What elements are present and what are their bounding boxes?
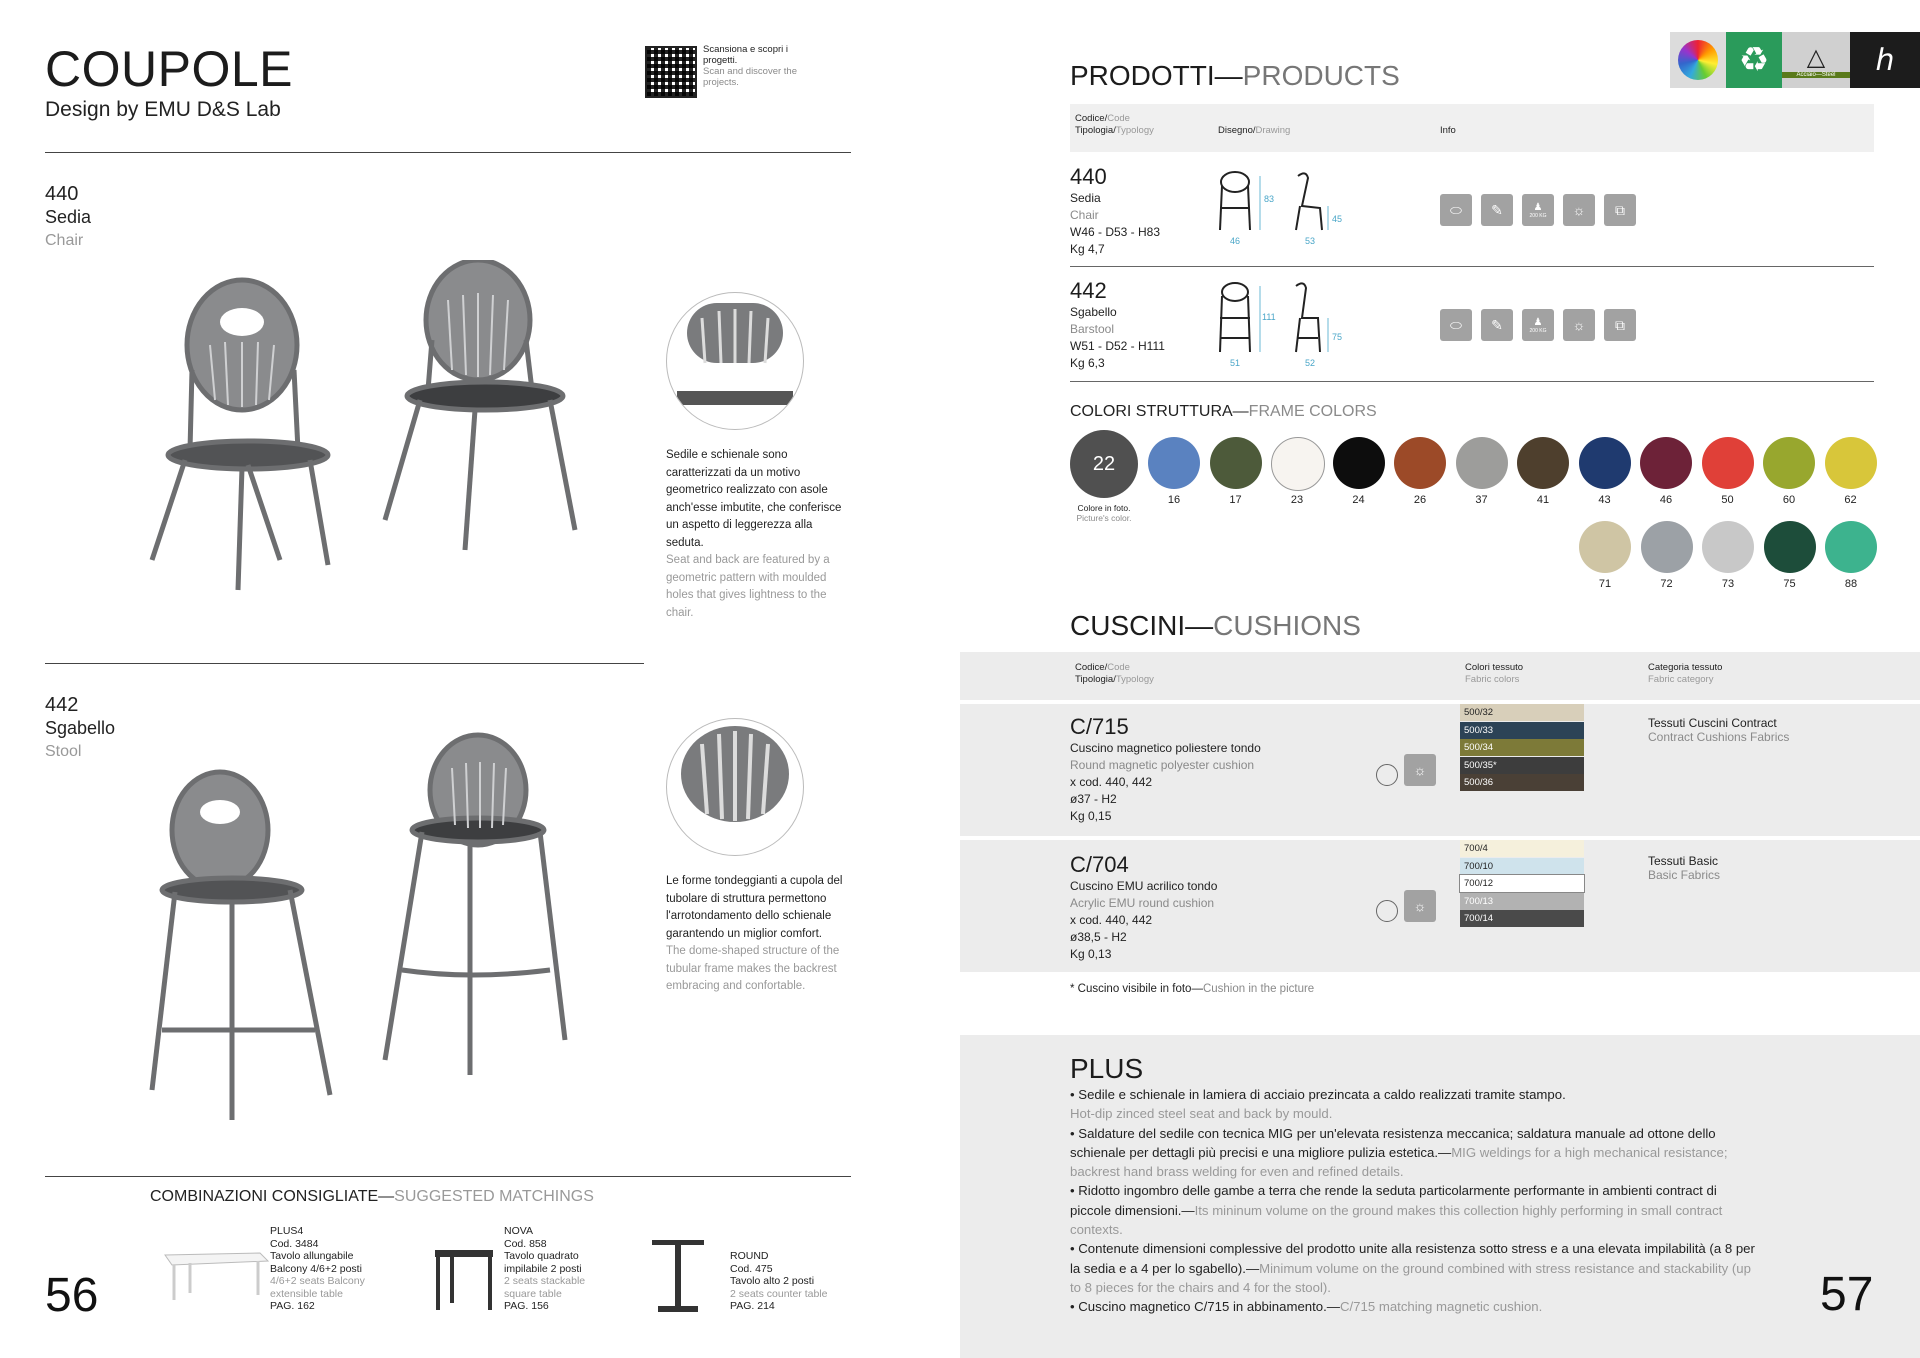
table-nova-photo [430, 1245, 500, 1315]
color-code-label: 88 [1844, 578, 1858, 590]
suggested-code: Cod. 858 [504, 1237, 547, 1250]
weather-icon: ☼ [1563, 309, 1595, 341]
cushion-row-c704 [960, 840, 1920, 972]
color-code-label: 16 [1167, 494, 1181, 506]
recycle-icon: ♻ [1726, 32, 1782, 88]
plus-item-en: MIG weldings for a high mechanical resistance; backrest hand brass welding for even and refined details. [1070, 1144, 1728, 1180]
color-code-label: 50 [1721, 494, 1734, 506]
brand-subtitle: Design by EMU D&S Lab [45, 98, 281, 121]
ch-cat-en: Fabric category [1648, 674, 1714, 685]
qr-caption [703, 44, 798, 88]
header-type-it: Tipologia/ [1075, 125, 1116, 136]
suggested-code: Cod. 3484 [270, 1237, 319, 1250]
row-type-en: Chair [1070, 208, 1099, 222]
anti-rust-icon: ✎ [1481, 194, 1513, 226]
product-row-442 [1070, 278, 1165, 372]
steel-label: Acciaio—Steel [1782, 72, 1850, 78]
ch-fab-en: Fabric colors [1465, 674, 1520, 685]
plus-item [1070, 1297, 1760, 1316]
suggested-title-it: COMBINAZIONI CONSIGLIATE [150, 1188, 379, 1205]
dim-label: 75 [1332, 332, 1343, 342]
anti-rust-icon: ✎ [1481, 309, 1513, 341]
row-code: 440 [1070, 164, 1107, 189]
suggested-desc-en: 2 seats stackable [504, 1275, 586, 1287]
row-weight: Kg 4,7 [1070, 242, 1105, 256]
cushion-info [1070, 714, 1261, 825]
detail-442-photo [666, 718, 804, 856]
row-weight: Kg 6,3 [1070, 356, 1105, 370]
color-swatch-71[interactable] [1579, 521, 1631, 573]
weather-icon: ☼ [1404, 890, 1436, 922]
page-number-left: 56 [45, 1269, 99, 1322]
cushions-title-it: CUSCINI [1070, 610, 1186, 641]
cushion-note: * Cuscino visibile in foto—Cushion in the picture [1070, 983, 1315, 995]
load-label: 200 KG [1529, 327, 1547, 334]
plus-item [1070, 1085, 1760, 1124]
cushion-dims: ø37 - H2 [1070, 792, 1117, 806]
fabric-chips [1460, 840, 1584, 928]
product-440-label [45, 183, 91, 252]
cushions-title-en: CUSHIONS [1213, 610, 1361, 641]
color-code-label: 60 [1782, 494, 1796, 506]
color-code-label: 72 [1660, 578, 1673, 590]
color-swatch-88[interactable] [1825, 521, 1877, 573]
plus-item-it: • Saldature del sedile con tecnica MIG per un'elevata resistenza meccanica; saldatura manuale ad ottone dello schienale per dettagli più precisi e una migliore pulizia estetica. [1070, 1125, 1716, 1160]
color-swatch-26[interactable] [1394, 437, 1446, 489]
cushion-name-en: Round magnetic polyester cushion [1070, 758, 1255, 772]
cushion-note-en: Cushion in the picture [1202, 983, 1315, 995]
suggested-round[interactable] [730, 1250, 827, 1313]
photo-color-caption [1068, 503, 1140, 523]
cushion-name-it: Cuscino EMU acrilico tondo [1070, 879, 1218, 893]
divider-top [45, 152, 851, 153]
suggested-desc-en: square table [504, 1287, 562, 1300]
cushions-title: CUSCINI—CUSHIONS [1070, 610, 1361, 641]
header-info: Info [1440, 125, 1456, 136]
color-code-label: 41 [1536, 494, 1550, 506]
brand-title: COUPOLE [45, 41, 294, 97]
suggested-page: PAG. 162 [270, 1300, 315, 1312]
color-swatch-41[interactable] [1517, 437, 1569, 489]
round-cushion-icon [1376, 900, 1398, 922]
color-wheel-icon [1670, 32, 1726, 88]
color-code-label: 24 [1352, 494, 1365, 506]
divider-bottom [45, 1176, 851, 1177]
suggested-page: PAG. 156 [504, 1300, 549, 1312]
color-swatch-16[interactable] [1148, 437, 1200, 489]
product-code: 440 [45, 183, 79, 205]
plus-section [960, 1035, 1920, 1358]
color-code-label: 46 [1659, 494, 1673, 506]
detail-440-photo [666, 292, 804, 430]
stack-icon: ⧉ [1604, 194, 1636, 226]
products-table-header [1070, 104, 1874, 152]
color-code-label: 75 [1783, 578, 1796, 590]
color-swatch-75[interactable] [1764, 521, 1816, 573]
ch-type-en: Typology [1115, 674, 1154, 685]
cat-en: Contract Cushions Fabrics [1648, 730, 1790, 744]
drawing-442 [1210, 280, 1360, 368]
photo-color-label-it: Colore in foto. [1077, 503, 1131, 513]
cushion-category [1648, 854, 1720, 882]
weather-icon: ☼ [1404, 754, 1436, 786]
frame-colors-title-it: COLORI STRUTTURA [1070, 403, 1233, 420]
color-code-label: 62 [1844, 494, 1857, 506]
weather-icon: ☼ [1563, 194, 1595, 226]
row-divider [1070, 266, 1874, 267]
plus-item [1070, 1181, 1760, 1239]
header-drawing-en: Drawing [1255, 125, 1291, 136]
plus-item-it: • Ridotto ingombro delle gambe a terra che rende la seduta particolarmente performante in ambienti contract di piccole dimensioni. [1070, 1183, 1717, 1218]
suggested-code: Cod. 475 [730, 1262, 773, 1275]
round-cushion-icon [1376, 764, 1398, 786]
description-en: Seat and back are featured by a geometric pattern with moulded holes that gives lightness to the chair. [666, 554, 830, 619]
qr-code-icon[interactable] [645, 46, 697, 98]
cat-en: Basic Fabrics [1648, 868, 1721, 882]
product-440-description [666, 447, 852, 622]
header-code-it: Codice/ [1075, 113, 1108, 124]
outdoor-icon: ⬭ [1440, 194, 1472, 226]
color-swatch-72[interactable] [1641, 521, 1693, 573]
header-code [1075, 113, 1154, 137]
divider-middle [45, 663, 644, 664]
top-icon-strip [1670, 32, 1920, 88]
row-divider [1070, 381, 1874, 382]
description-it: Sedile e schienale sono caratterizzati da un motivo geometrico realizzato con asole anch'esse imbutite, che conferisce un aspetto di leggerezza alla seduta. [666, 449, 842, 549]
color-code-label: 17 [1229, 494, 1242, 506]
suggested-page: PAG. 214 [730, 1300, 775, 1312]
fabric-chip[interactable]: 500/34 [1460, 739, 1584, 756]
color-swatch-60[interactable] [1763, 437, 1815, 489]
table-round-photo [648, 1238, 708, 1318]
photo-color-label-en: Picture's color. [1076, 513, 1132, 523]
cushion-header-category [1648, 662, 1722, 686]
chair-category-icon: ℎ [1850, 32, 1920, 88]
row-dimensions: W46 - D53 - H83 [1070, 225, 1161, 239]
color-swatch-23[interactable] [1271, 437, 1325, 491]
fabric-chip[interactable]: 700/12 [1460, 875, 1584, 892]
stack-icon: ⧉ [1604, 309, 1636, 341]
cushion-header-fabric [1465, 662, 1523, 686]
color-swatch-50[interactable] [1702, 437, 1754, 489]
plus-item [1070, 1124, 1760, 1182]
fabric-chip[interactable]: 500/35* [1460, 757, 1584, 774]
cushion-info [1070, 852, 1217, 963]
frame-colors-title-en: FRAME COLORS [1248, 403, 1377, 420]
table-plus4-photo [160, 1245, 270, 1305]
products-title-it: PRODOTTI [1070, 60, 1215, 91]
page-number-right: 57 [1820, 1268, 1874, 1321]
description-it: Le forme tondeggianti a cupola del tubolare di struttura permettono l'arrotondamento dello schienale garantendo un miglior comfort. [666, 875, 843, 940]
row-code: 442 [1070, 278, 1107, 303]
drawing-440 [1210, 168, 1360, 250]
color-code-label: 26 [1413, 494, 1427, 506]
header-type-en: Typology [1115, 125, 1154, 136]
product-442-label [45, 694, 115, 763]
dim-label: 45 [1332, 214, 1343, 224]
plus-separator: — [1438, 1144, 1452, 1160]
header-drawing-it: Disegno/ [1218, 125, 1256, 136]
plus-item-it: • Cuscino magnetico C/715 in abbinamento. [1070, 1299, 1327, 1315]
stool-442-photo [140, 730, 590, 1130]
cushion-name-it: Cuscino magnetico poliestere tondo [1070, 741, 1261, 755]
color-swatch-37[interactable] [1456, 437, 1508, 489]
suggested-desc: Tavolo quadrato [504, 1250, 579, 1262]
ch-type-it: Tipologia/ [1075, 674, 1116, 685]
frame-colors-title: COLORI STRUTTURA—FRAME COLORS [1070, 403, 1377, 420]
color-swatch-17[interactable] [1210, 437, 1262, 489]
plus-item-en: Its mininum volume on the ground makes this collection highly performing in small contract contexts. [1070, 1202, 1723, 1238]
plus-item-en: Hot-dip zinced steel seat and back by mould. [1070, 1106, 1333, 1122]
color-code-label: 71 [1598, 578, 1612, 590]
suggested-desc: Balcony 4/6+2 posti [270, 1262, 362, 1275]
fabric-chips [1460, 704, 1584, 792]
cat-it: Tessuti Cuscini Contract [1648, 716, 1777, 730]
ch-code-en: Code [1107, 662, 1130, 673]
cushions-table-header [960, 652, 1920, 700]
qr-caption-it: Scansiona e scopri i progetti. [703, 44, 789, 66]
steel-recycle-icon: △ Acciaio—Steel [1782, 32, 1850, 88]
qr-caption-en: Scan and discover the projects. [703, 66, 798, 88]
ch-fab-it: Colori tessuto [1465, 662, 1524, 673]
load-icon: ♟ 200 KG [1522, 194, 1554, 226]
cat-it: Tessuti Basic [1648, 854, 1719, 868]
suggested-desc: Tavolo alto 2 posti [730, 1275, 815, 1287]
color-swatch-46[interactable] [1640, 437, 1692, 489]
cushion-note-it: * Cuscino visibile in foto [1070, 983, 1192, 995]
suggested-name: ROUND [730, 1250, 769, 1262]
cushion-dims: ø38,5 - H2 [1070, 930, 1127, 944]
suggested-name: PLUS4 [270, 1225, 304, 1237]
fabric-chip[interactable]: 500/32 [1460, 704, 1584, 721]
cushion-category [1648, 716, 1789, 744]
info-icons-442 [1440, 309, 1636, 341]
suggested-title-en: SUGGESTED MATCHINGS [394, 1188, 594, 1205]
cushion-weight: Kg 0,15 [1070, 809, 1112, 823]
plus-item-en: Minimum volume on the ground combined with stress resistance and stackability (up to 8 pieces for the chairs and 4 for the stool). [1070, 1260, 1751, 1295]
row-type-it: Sgabello [1070, 305, 1117, 319]
color-swatch-43[interactable] [1579, 437, 1631, 489]
plus-item-it: • Contenute dimensioni complessive del prodotto unite alla resistenza sotto stress e a una elevata impilabilità (a 8 per la sedia e a 4 per lo sgabello). [1070, 1241, 1755, 1276]
product-name-en: Chair [45, 232, 84, 249]
plus-separator: — [1326, 1299, 1340, 1315]
plus-item-it: • Sedile e schienale in lamiera di acciaio prezincata a caldo realizzati tramite stampo. [1070, 1087, 1566, 1102]
color-code-label: 43 [1598, 494, 1611, 506]
color-swatch-73[interactable] [1702, 521, 1754, 573]
cushion-code: C/715 [1070, 714, 1129, 739]
description-en: The dome-shaped structure of the tubular frame makes the backrest embracing and confortable. [666, 945, 840, 992]
info-icons-440 [1440, 194, 1636, 226]
suggested-plus4[interactable] [270, 1225, 365, 1313]
dim-label: 53 [1305, 236, 1316, 246]
plus-separator: — [1245, 1260, 1260, 1276]
color-swatch-62[interactable] [1825, 437, 1877, 489]
plus-item [1070, 1239, 1760, 1297]
suggested-desc-en: 2 seats counter table [730, 1287, 828, 1300]
fabric-chip[interactable]: 700/4 [1460, 840, 1584, 857]
row-type-en: Barstool [1070, 322, 1115, 336]
cushion-row-c715 [960, 704, 1920, 836]
color-code-label: 73 [1721, 578, 1735, 590]
color-code-label: 37 [1475, 494, 1488, 506]
products-title-en: PRODUCTS [1242, 60, 1400, 91]
product-code: 442 [45, 694, 79, 716]
fabric-chip[interactable]: 500/33 [1460, 722, 1584, 739]
ch-code-it: Codice/ [1075, 662, 1108, 673]
product-name-en: Stool [45, 743, 82, 760]
dim-label: 51 [1230, 358, 1241, 368]
suggested-desc-en: extensible table [270, 1287, 343, 1300]
dim-label: 46 [1230, 236, 1241, 246]
suggested-nova[interactable] [504, 1225, 585, 1313]
plus-item-en: C/715 matching magnetic cushion. [1339, 1299, 1543, 1315]
chair-440-photo [130, 260, 610, 610]
suggested-desc: Tavolo allungabile [270, 1250, 354, 1262]
plus-list [1070, 1085, 1760, 1317]
suggested-desc: impilabile 2 posti [504, 1262, 582, 1275]
product-name-it: Sgabello [45, 718, 116, 738]
row-dimensions: W51 - D52 - H111 [1070, 339, 1165, 353]
fabric-chip[interactable]: 700/14 [1460, 910, 1584, 927]
products-title: PRODOTTI—PRODUCTS [1070, 60, 1400, 91]
row-type-it: Sedia [1070, 191, 1101, 205]
cushion-weight: Kg 0,13 [1070, 947, 1112, 961]
plus-title: PLUS [1070, 1053, 1144, 1084]
dim-label: 111 [1262, 312, 1276, 322]
header-code-en: Code [1107, 113, 1130, 124]
product-442-description [666, 873, 852, 996]
plus-separator: — [1181, 1202, 1195, 1218]
fabric-chip[interactable]: 700/13 [1460, 893, 1584, 910]
header-drawing [1218, 125, 1290, 137]
product-row-440 [1070, 164, 1160, 258]
color-code-label: 23 [1290, 494, 1304, 506]
fabric-chip[interactable]: 500/36 [1460, 774, 1584, 791]
fabric-chip[interactable]: 700/10 [1460, 858, 1584, 875]
cushion-for: x cod. 440, 442 [1070, 775, 1153, 789]
cushion-code: C/704 [1070, 852, 1129, 877]
suggested-desc-en: 4/6+2 seats Balcony [270, 1275, 365, 1287]
dim-label: 52 [1305, 358, 1316, 368]
photo-color-swatch[interactable]: 22 [1070, 430, 1138, 498]
product-name-it: Sedia [45, 207, 92, 227]
color-swatch-24[interactable] [1333, 437, 1385, 489]
suggested-matchings-title: COMBINAZIONI CONSIGLIATE—SUGGESTED MATCHINGS [150, 1188, 594, 1205]
dim-label: 83 [1264, 194, 1275, 204]
load-icon: ♟ 200 KG [1522, 309, 1554, 341]
suggested-name: NOVA [504, 1225, 533, 1237]
outdoor-icon: ⬭ [1440, 309, 1472, 341]
cushion-name-en: Acrylic EMU round cushion [1070, 896, 1215, 910]
load-label: 200 KG [1529, 212, 1547, 219]
ch-cat-it: Categoria tessuto [1648, 662, 1723, 673]
cushion-for: x cod. 440, 442 [1070, 913, 1153, 927]
cushion-header-code [1075, 662, 1154, 686]
